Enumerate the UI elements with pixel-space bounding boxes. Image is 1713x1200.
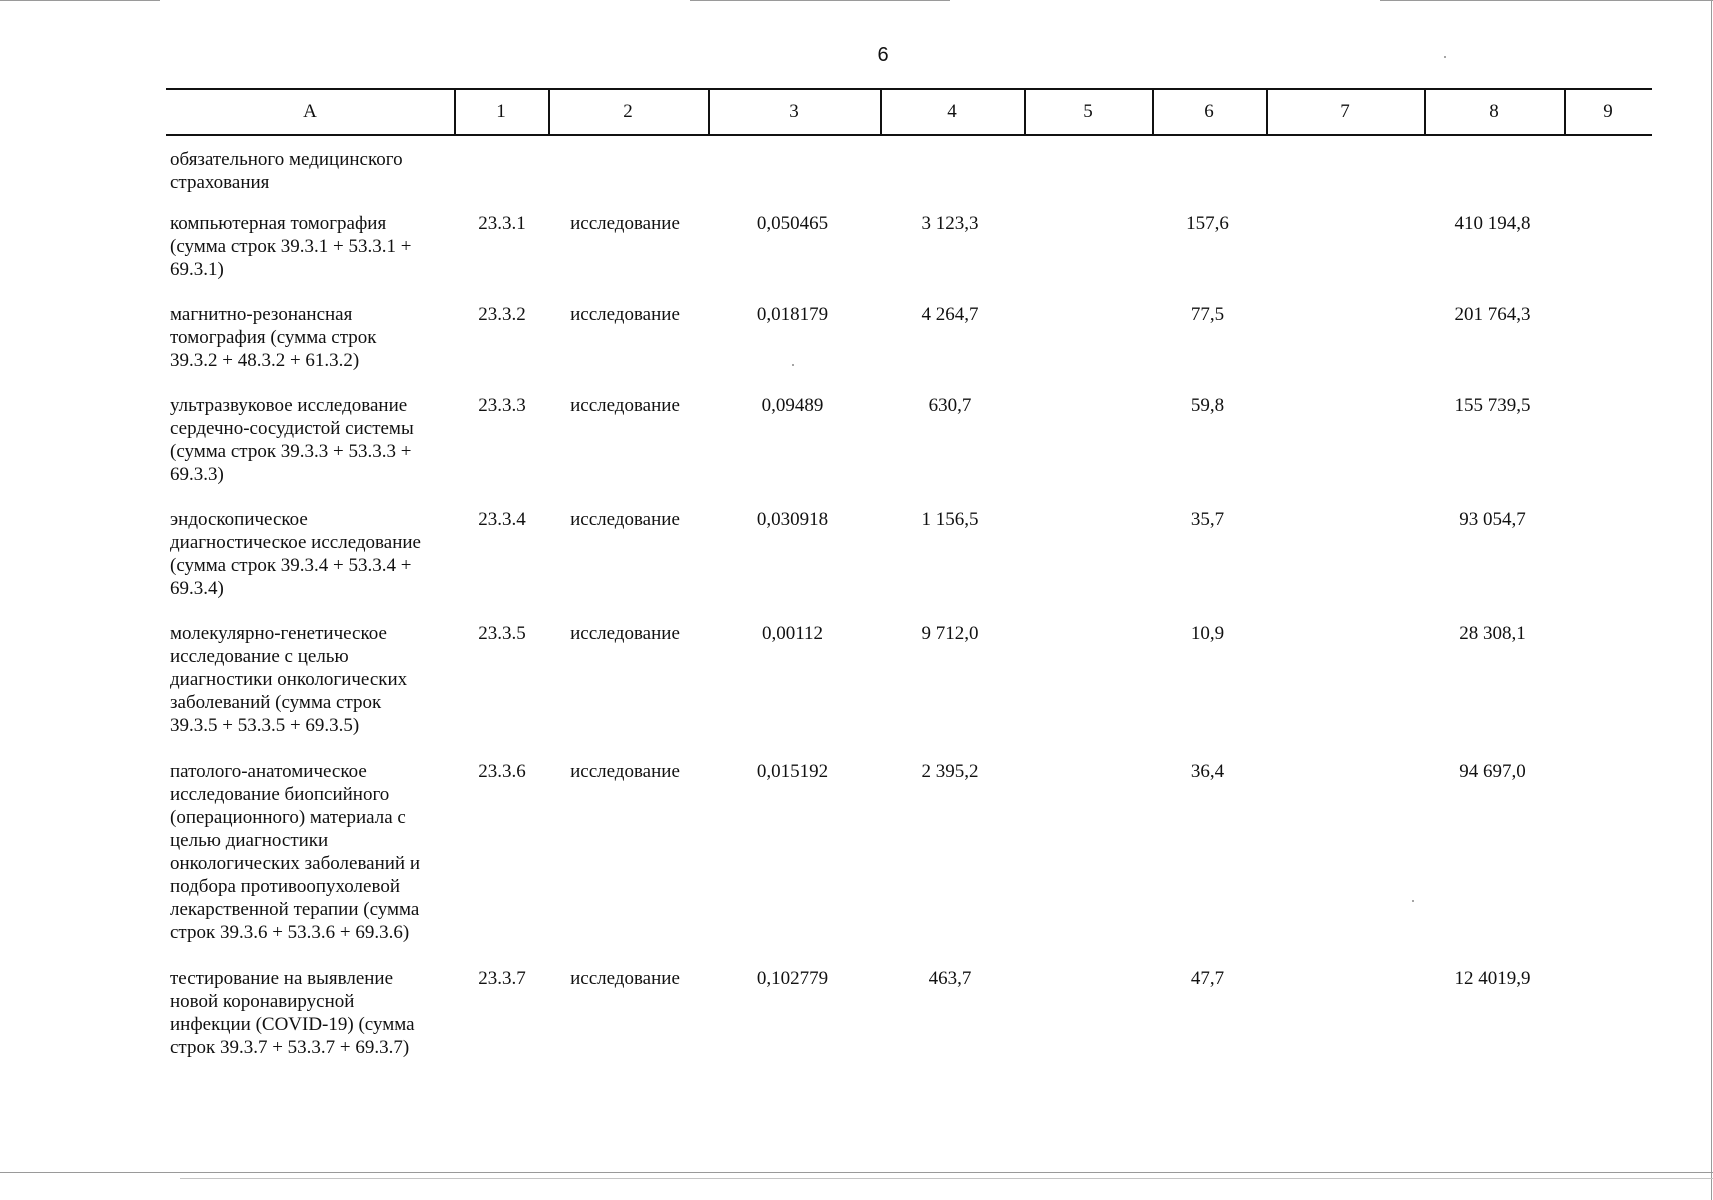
description-line: сердечно-сосудистой системы <box>170 418 414 439</box>
table-row <box>0 303 1713 394</box>
description-line: страхования <box>170 172 270 193</box>
row-description <box>170 967 460 1059</box>
row-unit: исследование <box>570 509 680 530</box>
row-description <box>170 148 460 194</box>
description-line: молекулярно-генетическое <box>170 623 387 644</box>
scan-speck <box>1444 56 1446 58</box>
scan-edge-bottom <box>0 1172 1713 1173</box>
column-header-5: 5 <box>1083 101 1093 122</box>
column-header-9: 9 <box>1603 101 1613 122</box>
table-row <box>0 508 1713 622</box>
description-line: онкологических заболеваний и <box>170 853 421 874</box>
column-header-1: 1 <box>496 101 506 122</box>
description-line: патолого-анатомическое <box>170 761 367 782</box>
description-line: лекарственной терапии (сумма <box>170 899 420 920</box>
row-unit: исследование <box>570 761 680 782</box>
scan-edge-top-right <box>1380 0 1713 1</box>
table-row <box>0 148 1713 212</box>
row-description <box>170 760 460 944</box>
table-header <box>166 88 1652 136</box>
description-line: компьютерная томография <box>170 213 387 234</box>
description-line: (сумма строк 39.3.3 + 53.3.3 + <box>170 441 412 462</box>
row-code: 23.3.5 <box>478 623 526 644</box>
description-line: (сумма строк 39.3.4 + 53.3.4 + <box>170 555 412 576</box>
description-line: эндоскопическое <box>170 509 308 530</box>
row-col-8: 94 697,0 <box>1459 761 1526 782</box>
row-col-8: 93 054,7 <box>1459 509 1526 530</box>
table-row <box>0 967 1713 1067</box>
row-col-3: 0,09489 <box>761 395 824 416</box>
row-col-3: 0,00112 <box>761 623 824 644</box>
row-code: 23.3.7 <box>478 968 526 989</box>
row-col-4: 630,7 <box>928 395 972 416</box>
description-line: 69.3.3) <box>170 464 224 485</box>
row-col-8: 201 764,3 <box>1454 304 1531 325</box>
table-row <box>0 212 1713 303</box>
description-line: целью диагностики <box>170 830 329 851</box>
row-col-4: 463,7 <box>928 968 972 989</box>
row-col-4: 1 156,5 <box>921 509 979 530</box>
column-header-4: 4 <box>947 101 957 122</box>
row-unit: исследование <box>570 213 680 234</box>
column-header-7: 7 <box>1340 101 1350 122</box>
scan-edge-top-mid <box>690 0 950 1</box>
description-line: исследование биопсийного <box>170 784 390 805</box>
row-col-8: 12 4019,9 <box>1454 968 1531 989</box>
description-line: 69.3.4) <box>170 578 224 599</box>
table-body <box>0 148 1713 1067</box>
row-col-8: 410 194,8 <box>1454 213 1531 234</box>
description-line: инфекции (COVID-19) (сумма <box>170 1014 415 1035</box>
description-line: обязательного медицинского <box>170 149 403 170</box>
description-line: ультразвуковое исследование <box>170 395 408 416</box>
row-description <box>170 303 460 372</box>
row-unit: исследование <box>570 623 680 644</box>
description-line: заболеваний (сумма строк <box>170 692 382 713</box>
row-col-6: 77,5 <box>1190 304 1225 325</box>
table-row <box>0 394 1713 508</box>
column-header-2: 2 <box>623 101 633 122</box>
description-line: 39.3.5 + 53.3.5 + 69.3.5) <box>170 715 360 736</box>
row-unit: исследование <box>570 395 680 416</box>
scan-edge-bottom-inner <box>180 1178 1713 1179</box>
row-col-6: 157,6 <box>1186 213 1229 234</box>
row-code: 23.3.6 <box>478 761 526 782</box>
row-col-4: 9 712,0 <box>921 623 979 644</box>
description-line: диагностики онкологических <box>170 669 408 690</box>
row-code: 23.3.1 <box>478 213 526 234</box>
row-code: 23.3.3 <box>478 395 526 416</box>
description-line: подбора противоопухолевой <box>170 876 400 897</box>
row-col-3: 0,015192 <box>756 761 829 782</box>
row-col-8: 155 739,5 <box>1454 395 1531 416</box>
row-code: 23.3.4 <box>478 509 526 530</box>
row-col-3: 0,102779 <box>756 968 829 989</box>
description-line: новой коронавирусной <box>170 991 355 1012</box>
table-row <box>0 622 1713 760</box>
row-col-6: 47,7 <box>1190 968 1225 989</box>
row-col-4: 3 123,3 <box>921 213 979 234</box>
row-description <box>170 212 460 281</box>
table-row <box>0 760 1713 967</box>
column-header-8: 8 <box>1489 101 1499 122</box>
row-col-6: 36,4 <box>1190 761 1225 782</box>
description-line: строк 39.3.6 + 53.3.6 + 69.3.6) <box>170 922 410 943</box>
description-line: томография (сумма строк <box>170 327 377 348</box>
row-col-4: 2 395,2 <box>921 761 979 782</box>
description-line: 39.3.2 + 48.3.2 + 61.3.2) <box>170 350 360 371</box>
page-number: 6 <box>877 44 889 66</box>
row-col-4: 4 264,7 <box>921 304 979 325</box>
row-col-8: 28 308,1 <box>1459 623 1526 644</box>
row-unit: исследование <box>570 304 680 325</box>
row-description <box>170 622 460 737</box>
row-col-3: 0,018179 <box>756 304 829 325</box>
row-description <box>170 394 460 486</box>
column-header-a: А <box>303 101 317 122</box>
row-col-6: 10,9 <box>1190 623 1225 644</box>
scan-edge-top-left <box>0 0 160 1</box>
description-line: исследование с целью <box>170 646 349 667</box>
description-line: магнитно-резонансная <box>170 304 353 325</box>
description-line: строк 39.3.7 + 53.3.7 + 69.3.7) <box>170 1037 410 1058</box>
row-code: 23.3.2 <box>478 304 526 325</box>
description-line: (сумма строк 39.3.1 + 53.3.1 + <box>170 236 412 257</box>
row-description <box>170 508 460 600</box>
row-col-3: 0,050465 <box>756 213 829 234</box>
description-line: диагностическое исследование <box>170 532 421 553</box>
description-line: тестирование на выявление <box>170 968 394 989</box>
description-line: (операционного) материала с <box>170 807 406 828</box>
description-line: 69.3.1) <box>170 259 224 280</box>
row-col-3: 0,030918 <box>756 509 829 530</box>
row-col-6: 35,7 <box>1190 509 1225 530</box>
row-col-6: 59,8 <box>1190 395 1225 416</box>
row-unit: исследование <box>570 968 680 989</box>
column-header-6: 6 <box>1204 101 1214 122</box>
column-header-3: 3 <box>789 101 799 122</box>
